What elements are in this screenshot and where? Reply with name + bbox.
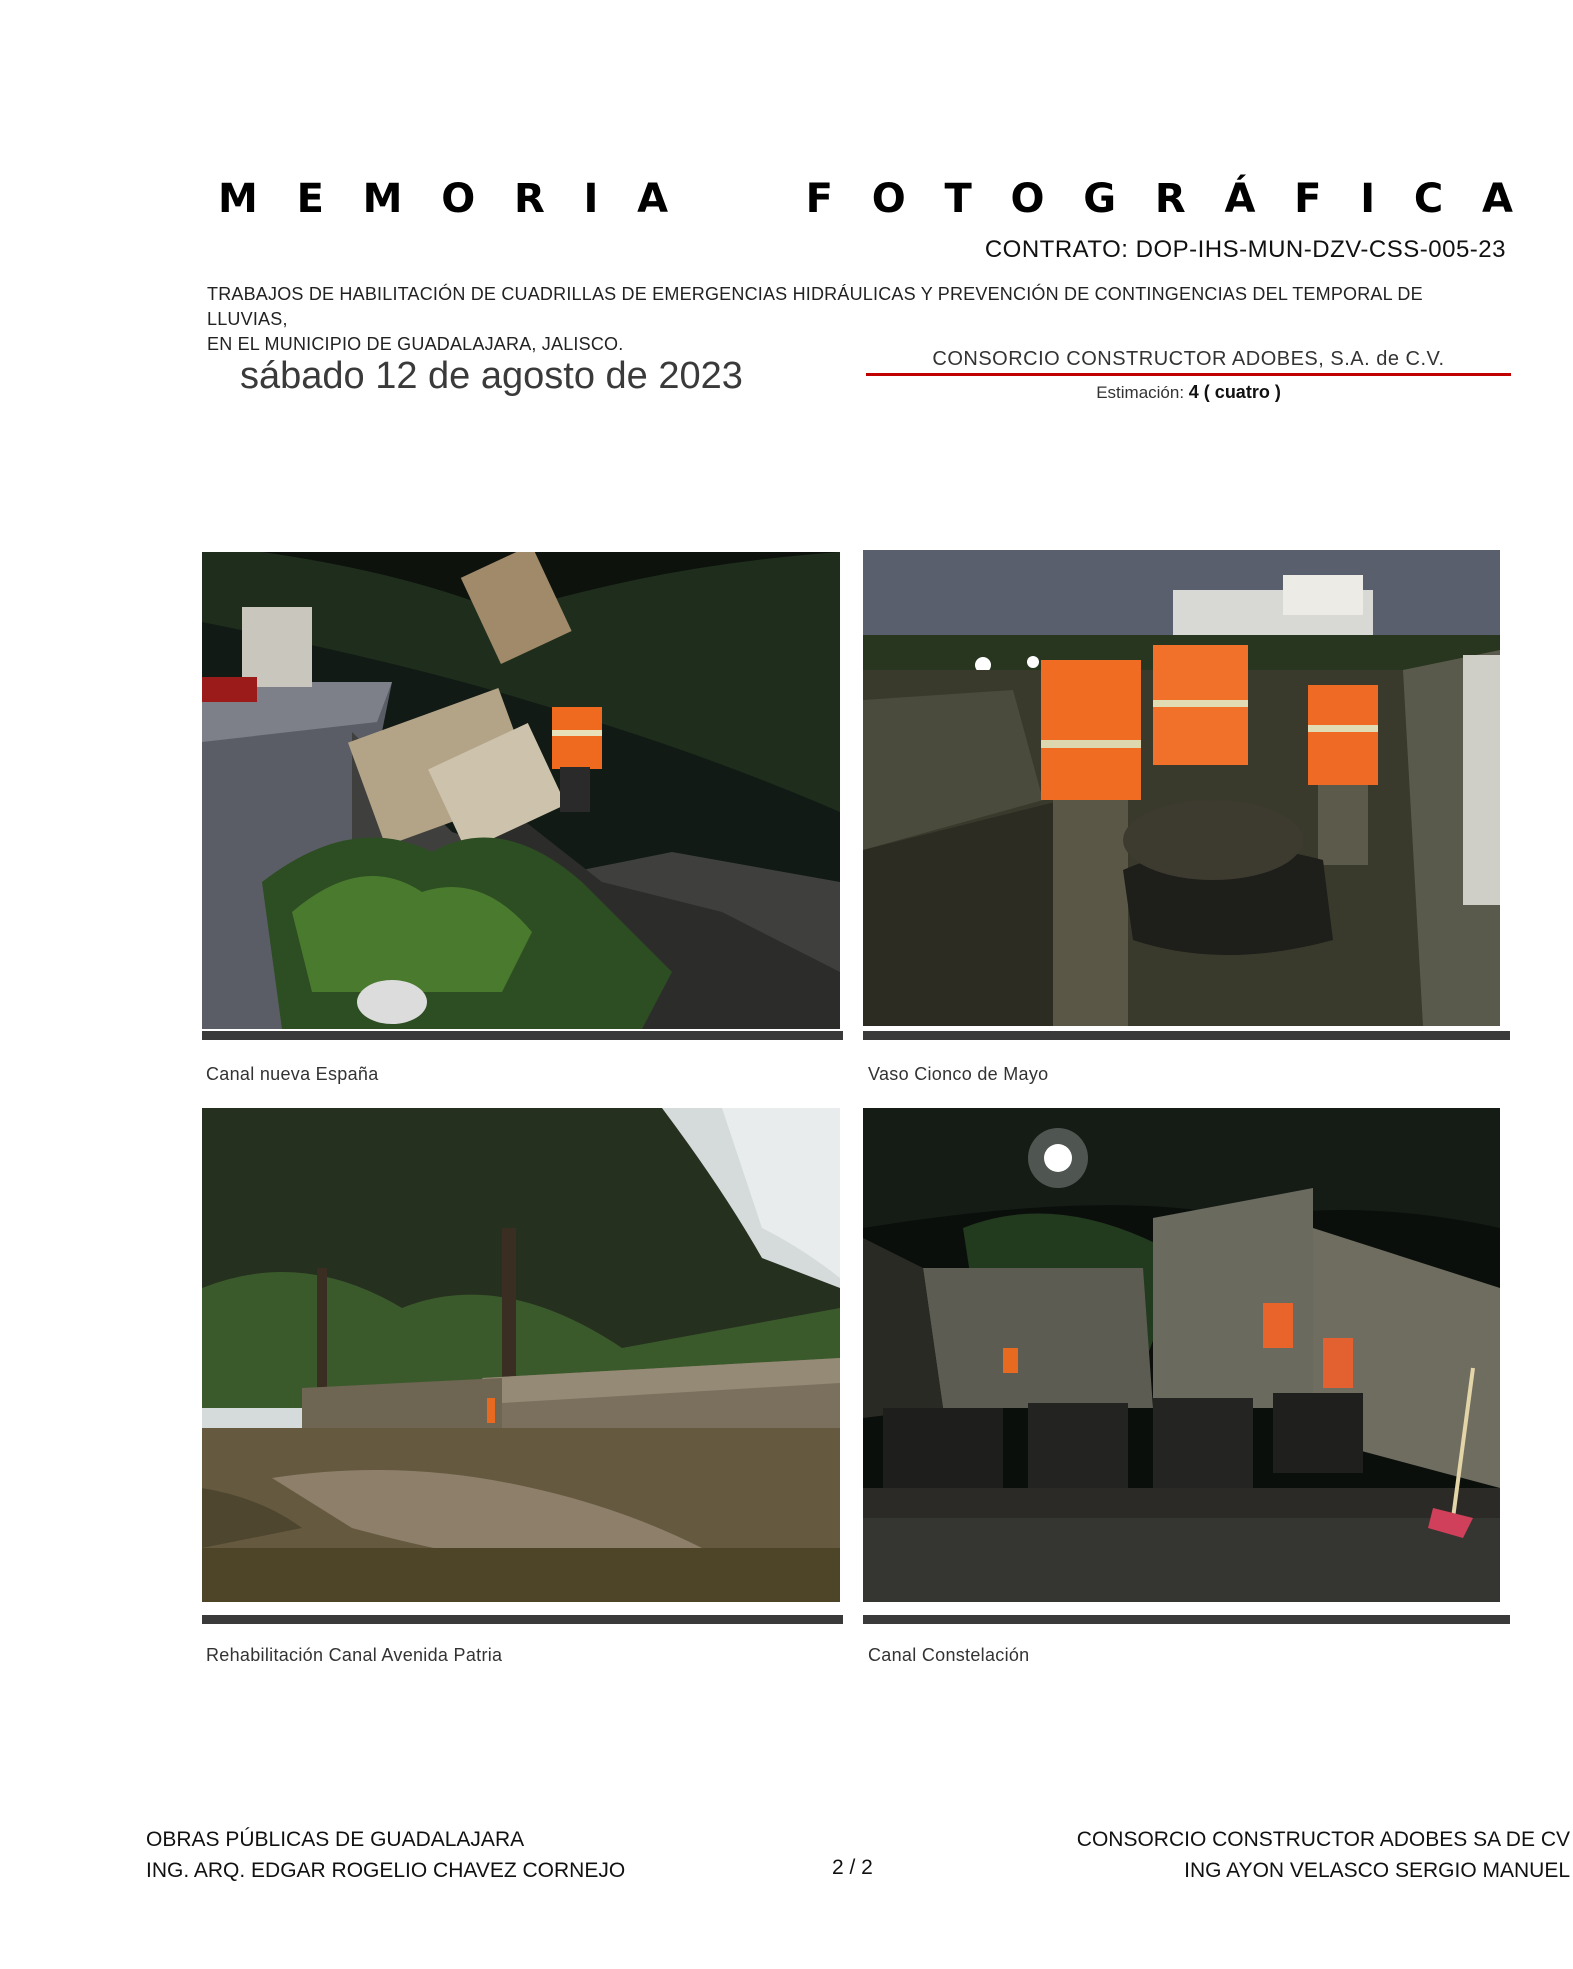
- title-letter: I: [583, 176, 599, 222]
- footer-right-signature: [1077, 1824, 1570, 1886]
- title-letter: Á: [1224, 176, 1256, 222]
- photo-divider-bar: [863, 1615, 1510, 1624]
- company-name: CONSORCIO CONSTRUCTOR ADOBES, S.A. de C.V.: [932, 348, 1445, 370]
- report-date: sábado 12 de agosto de 2023: [240, 355, 743, 397]
- photo-caption: Rehabilitación Canal Avenida Patria: [206, 1645, 503, 1665]
- photo-divider-bar: [863, 1031, 1510, 1040]
- title-letter: T: [944, 176, 972, 222]
- footer-right-name: ING AYON VELASCO SERGIO MANUEL: [1184, 1859, 1570, 1882]
- photo-caption: Canal Constelación: [868, 1645, 1030, 1665]
- description-line: EN EL MUNICIPIO DE GUADALAJARA, JALISCO.: [207, 334, 624, 354]
- estimation-label: Estimación:: [1096, 383, 1185, 402]
- footer-left-org: OBRAS PÚBLICAS DE GUADALAJARA: [146, 1828, 525, 1851]
- title-letter: C: [1413, 176, 1444, 222]
- title-letter: F: [805, 176, 833, 222]
- photo-canal-nueva-espana: [202, 552, 840, 1029]
- contract-number: CONTRATO: DOP-IHS-MUN-DZV-CSS-005-23: [984, 236, 1506, 263]
- title-letter: E: [296, 176, 324, 222]
- title-letter: R: [513, 176, 545, 222]
- title-letter: O: [441, 176, 476, 222]
- estimation-value: 4 ( cuatro ): [1188, 382, 1281, 402]
- title-letter: R: [1154, 176, 1186, 222]
- description-line: TRABAJOS DE HABILITACIÓN DE CUADRILLAS DE EMERGENCIAS HIDRÁULICAS Y PREVENCIÓN DE CONTINGENCIAS DEL TEMPORAL DE LLUVIAS,: [207, 284, 1423, 329]
- page-number: 2 / 2: [832, 1856, 873, 1879]
- photo-canal-constelacion: [863, 1108, 1500, 1602]
- title-letter: A: [1482, 176, 1513, 222]
- estimation: [866, 382, 1511, 403]
- document-title: [218, 176, 1513, 222]
- photo-caption: Vaso Cionco de Mayo: [868, 1064, 1049, 1084]
- photo-caption: Canal nueva España: [206, 1064, 379, 1084]
- photo-divider-bar: [202, 1615, 843, 1624]
- work-description: [207, 282, 1507, 357]
- title-letter: M: [218, 176, 258, 222]
- title-letter: G: [1083, 176, 1117, 222]
- title-letter: A: [637, 176, 669, 222]
- title-letter: O: [871, 176, 906, 222]
- photo-divider-bar: [202, 1031, 843, 1040]
- footer-left-name: ING. ARQ. EDGAR ROGELIO CHAVEZ CORNEJO: [146, 1859, 626, 1882]
- title-letter: M: [362, 176, 403, 222]
- footer-left-signature: [146, 1824, 625, 1886]
- red-divider: [866, 373, 1511, 376]
- title-letter: F: [1294, 176, 1322, 222]
- title-letter: I: [1360, 176, 1376, 222]
- photo-canal-avenida-patria: [202, 1108, 840, 1602]
- title-letter: O: [1010, 176, 1045, 222]
- photo-vaso-cionco-de-mayo: [863, 550, 1500, 1026]
- footer-right-org: CONSORCIO CONSTRUCTOR ADOBES SA DE CV: [1076, 1828, 1570, 1851]
